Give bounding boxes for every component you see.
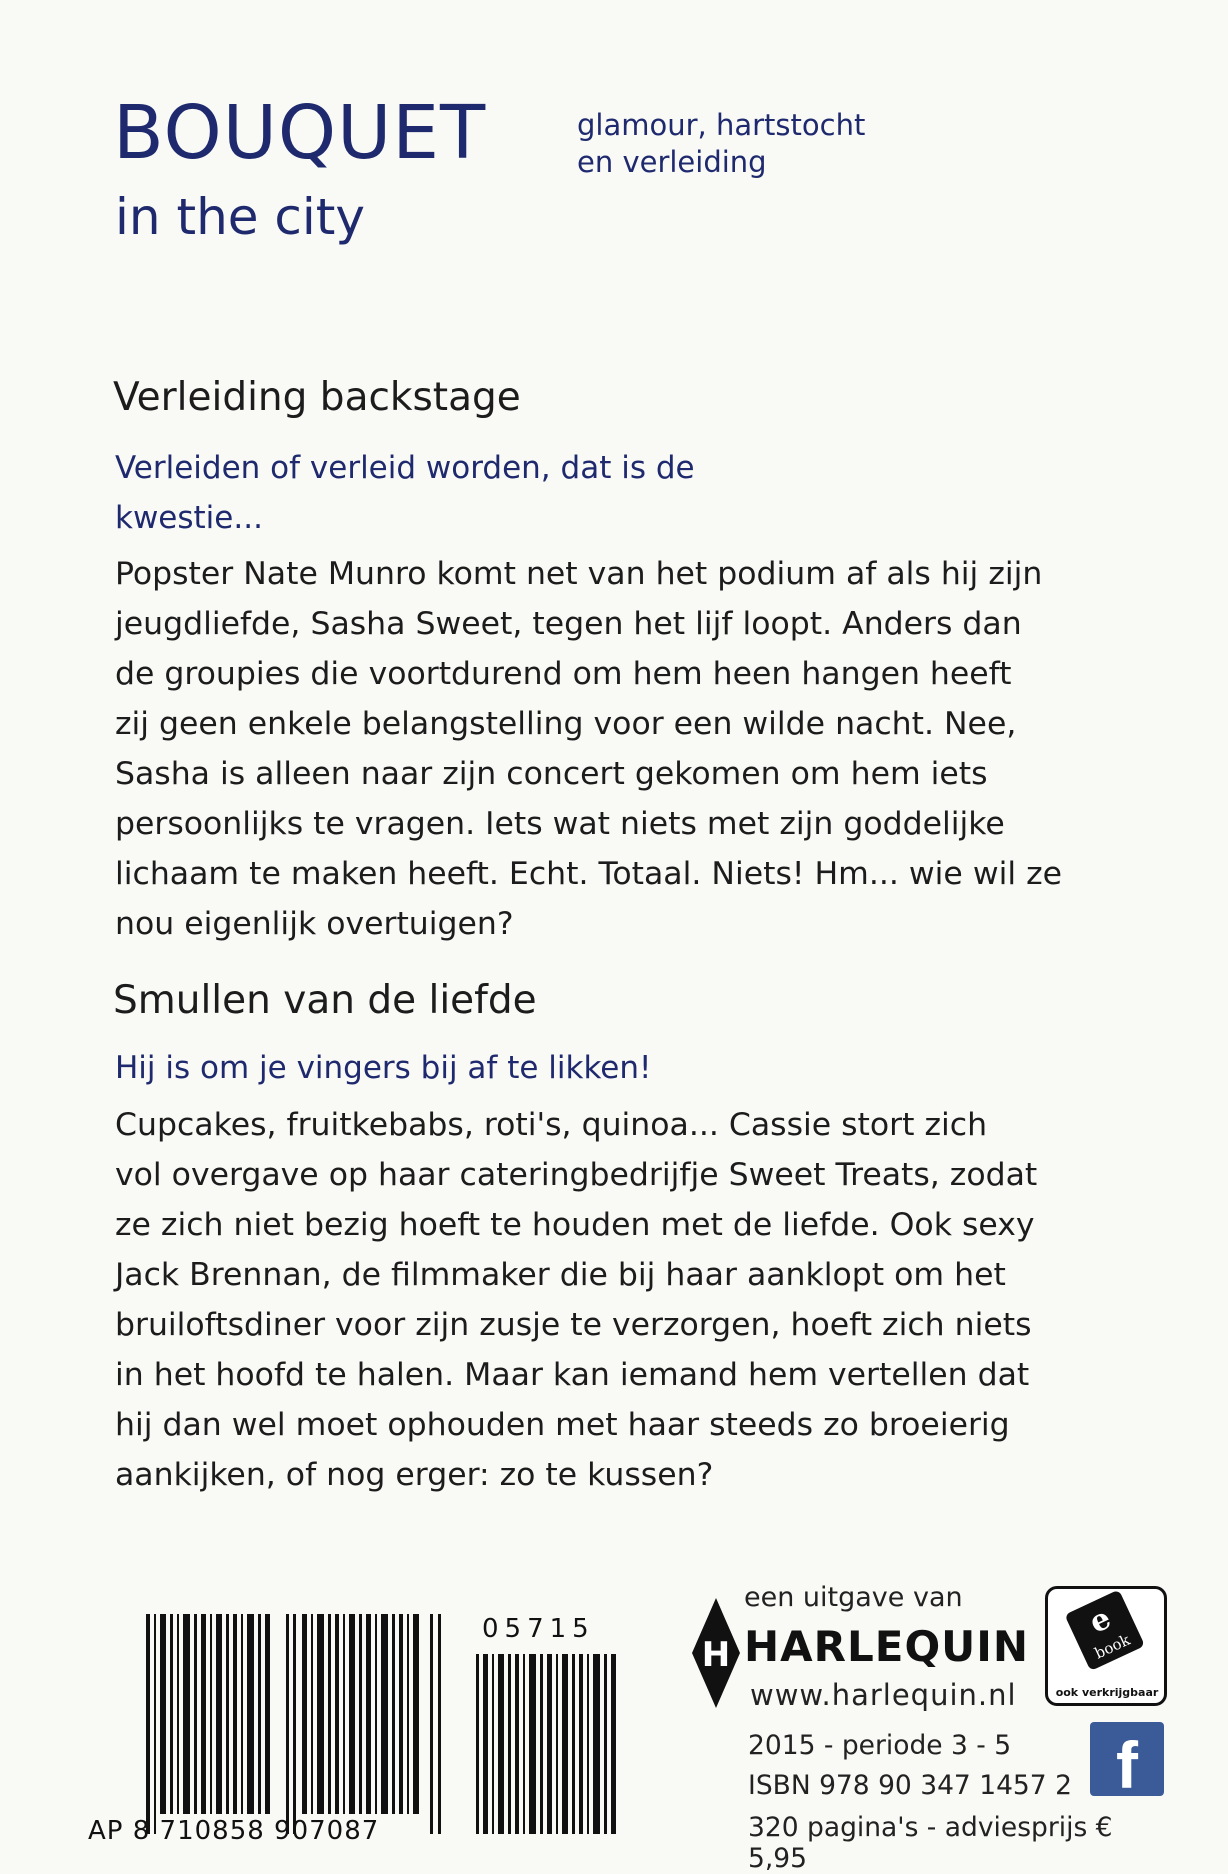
facebook-icon[interactable]: f xyxy=(1090,1722,1164,1796)
addon-barcode xyxy=(476,1634,624,1834)
story-2-line: in het hoofd te halen. Maar kan iemand hem vertellen dat xyxy=(115,1357,1030,1393)
story-1-line: de groupies die voortdurend om hem heen hangen heeft xyxy=(115,656,1012,692)
tagline-line-2: en verleiding xyxy=(577,145,767,179)
ean-barcode xyxy=(146,1614,446,1834)
svg-text:H: H xyxy=(701,1635,731,1675)
story-1-body xyxy=(115,549,1115,949)
story-2-subtitle: Hij is om je vingers bij af te likken! xyxy=(115,1050,652,1086)
story-1-line: nou eigenlijk overtuigen? xyxy=(115,906,514,942)
ebook-letter: e xyxy=(1084,1600,1117,1641)
addon-barcode-digits: 05715 xyxy=(482,1614,595,1644)
ebook-word: book xyxy=(1091,1630,1133,1663)
story-2-line: vol overgave op haar cateringbedrijfje Sweet Treats, zodat xyxy=(115,1157,1038,1193)
publisher-intro: een uitgave van xyxy=(744,1582,963,1613)
story-1-line: Sasha is alleen naar zijn concert gekomen om hem iets xyxy=(115,756,988,792)
story-1-line: lichaam te maken heeft. Echt. Totaal. Niets! Hm... wie wil ze xyxy=(115,856,1063,892)
story-2-line: bruiloftsdiner voor zijn zusje te verzorgen, hoeft zich niets xyxy=(115,1307,1032,1343)
ebook-icon xyxy=(1048,1589,1164,1679)
harlequin-diamond-icon xyxy=(690,1598,742,1708)
story-1-subtitle xyxy=(115,443,915,543)
bouquet-logo: BOUQUET xyxy=(113,90,487,176)
story-1-line: jeugdliefde, Sasha Sweet, tegen het lijf loopt. Anders dan xyxy=(115,606,1022,642)
story-1-line: Popster Nate Munro komt net van het podium af als hij zijn xyxy=(115,556,1043,592)
story-2-title: Smullen van de liefde xyxy=(113,978,537,1023)
story-2-line: ze zich niet bezig hoeft te houden met de liefde. Ook sexy xyxy=(115,1207,1035,1243)
story-1-line: zij geen enkele belangstelling voor een wilde nacht. Nee, xyxy=(115,706,1017,742)
tagline-line-1: glamour, hartstocht xyxy=(577,108,866,142)
story-2-line: hij dan wel moet ophouden met haar steeds zo broeierig xyxy=(115,1407,1010,1443)
ebook-note: ook verkrijgbaar xyxy=(1055,1686,1159,1699)
story-1-subtitle-line-1: Verleiden of verleid worden, dat is de xyxy=(115,450,695,486)
story-1-subtitle-line-2: kwestie... xyxy=(115,500,263,536)
story-1-title: Verleiding backstage xyxy=(113,375,521,420)
tagline xyxy=(577,107,865,181)
publisher-url[interactable]: www.harlequin.nl xyxy=(750,1678,1017,1712)
story-2-body xyxy=(115,1100,1115,1500)
isbn: ISBN 978 90 347 1457 2 xyxy=(748,1770,1072,1801)
pages-and-price: 320 pagina's - adviesprijs € 5,95 xyxy=(748,1812,1113,1874)
logo-subtitle: in the city xyxy=(115,188,365,246)
publication-period: 2015 - periode 3 - 5 xyxy=(748,1730,1012,1761)
story-1-line: persoonlijks te vragen. Iets wat niets met zijn goddelijke xyxy=(115,806,1005,842)
story-2-line: Cupcakes, fruitkebabs, roti's, quinoa... Cassie stort zich xyxy=(115,1107,988,1143)
story-2-line: Jack Brennan, de filmmaker die bij haar aanklopt om het xyxy=(115,1257,1006,1293)
publisher-name: HARLEQUIN xyxy=(744,1622,1030,1671)
story-2-line: aankijken, of nog erger: zo te kussen? xyxy=(115,1457,714,1493)
barcode-digits: AP 8 710858 907087 xyxy=(88,1816,380,1846)
